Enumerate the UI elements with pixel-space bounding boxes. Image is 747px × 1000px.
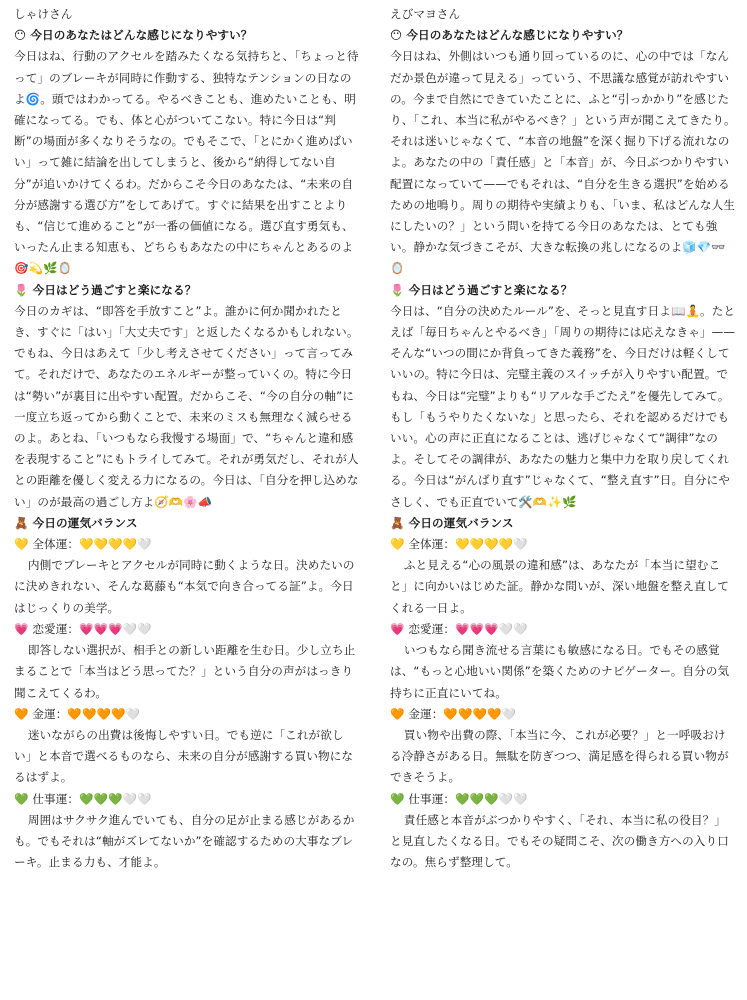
overall-luck-rating: 💛 全体運：💛💛💛💛🤍: [390, 537, 528, 552]
overall-luck-text: ふと見える“心の風景の違和感”は、あなたが「本当に望むこと」に向かいはじめた証。静かな問いが、深い地盤を整え直してくれる一日よ。: [390, 558, 730, 615]
fortune-balance-heading: 🧸 今日の運気バランス: [390, 515, 514, 530]
money-luck-rating: 🧡 金運：🧡🧡🧡🧡🤍: [14, 706, 141, 721]
work-luck-rating: 💚 仕事運：💚💚💚🤍🤍: [390, 791, 528, 806]
question-heading-tips: 🌷 今日はどう過ごすと楽になる？: [14, 282, 197, 297]
money-luck-rating: 🧡 金運：🧡🧡🧡🧡🤍: [390, 706, 517, 721]
mood-paragraph: 今日はね、外側はいつも通り回っているのに、心の中では「なんだか景色が違って見える」っていう、不思議な感覚が訪れやすいの。今まで自然にできていたことに、ふと“引っかかり”を感じたり、「これ、本当に私がやるべき？」という声が聞こえてきたり。それは迷いじゃなくて、“本音の地盤”を深く掘り下げる流れなのよ。あなたの中の「責任感」と「本音」が、今日ぶつかりやすい配置になっていて——でもそれは、“自分を生きる選択”を始めるための地鳴り。周りの期待や実績よりも、「いま、私はどんな人生にしたいの？」という問いを持てる今日のあなたは、とても強い。静かな気づきこそが、大きな転換の兆しになるのよ🧊💎👓🪞: [390, 49, 736, 276]
love-luck-rating: 💗 恋愛運：💗💗💗🤍🤍: [14, 621, 152, 636]
right-column: [390, 4, 736, 873]
tips-paragraph: 今日のカギは、“即答を手放すこと”よ。誰かに何か聞かれたとき、すぐに「はい」「大丈夫です」と返したくなるかもしれない。でもね、今日はあえて「少し考えさせてください」って言ってみて。それだけで、あなたのエネルギーが整っていくの。特に今日は“勢い”が裏目に出やすい配置。だからこそ、“今の自分の軸”に一度立ち返ってから動くことで、未来のミスも無理なく減らせるのよ。あとね、「いつもなら我慢する場面」で、“ちゃんと違和感を表現すること”にもトライしてみて。それが勇気だし、それが人との距離を優しく変える力になるの。今日は、「自分を押し込めない」のが最高の過ごし方よ🧭🫶🌸📣: [14, 303, 359, 509]
question-heading-tips: 🌷 今日はどう過ごすと楽になる？: [390, 282, 573, 297]
love-luck-text: 即答しない選択が、相手との新しい距離を生む日。少し立ち止まることで「本当はどう思ってた？」という自分の声がはっきり聞こえてくるわ。: [14, 643, 356, 700]
work-luck-text: 周囲はサクサク進んでいても、自分の足が止まる感じがあるかも。でもそれは“軸がズレてないか”を確認するための大事なブレーキ。止まる力も、才能よ。: [14, 812, 355, 870]
person-name: しゃけさん: [14, 7, 73, 21]
fortune-balance-heading: 🧸 今日の運気バランス: [14, 515, 138, 530]
question-heading-mood: 😶 今日のあなたはどんな感じになりやすい？: [390, 28, 629, 43]
overall-luck-text: 内側でブレーキとアクセルが同時に動くような日。決めたいのに決めきれない、そんな葛藤も“本気で向き合ってる証”よ。今日はじっくりの美学。: [14, 558, 355, 615]
overall-luck-rating: 💛 全体運：💛💛💛💛🤍: [14, 537, 152, 552]
mood-paragraph: 今日はね、行動のアクセルを踏みたくなる気持ちと、「ちょっと待って」のブレーキが同時に作動する、独特なテンションの日なのよ🌀。頭ではわかってる。やるべきことも、進めたいことも、明確になってる。でも、体と心がついてこない。特に今日は“判断”の場面が多くなりそうなの。でもそこで、「とにかく進めばいい」って雑に結論を出してしまうと、後から“納得してない自分”が追いかけてくるわ。だからこそ今日のあなたは、“未来の自分が感謝する選び方”をしてあげて。すぐに結果を出すことよりも、“信じて進めること”が一番の価値になる。選び直す勇気も、いったん止まる知恵も、どちらもあなたの中にちゃんとあるのよ🎯💫🌿🪞: [14, 49, 359, 276]
left-column: [14, 4, 360, 873]
question-heading-mood: 😶 今日のあなたはどんな感じになりやすい？: [14, 28, 253, 43]
work-luck-text: 責任感と本音がぶつかりやすく、「それ、本当に私の役目？」と見直したくなる日。でもその疑問こそ、次の働き方への入り口なの。焦らず整理して。: [390, 812, 729, 870]
person-name: えびマヨさん: [390, 7, 461, 21]
work-luck-rating: 💚 仕事運：💚💚💚🤍🤍: [14, 791, 152, 806]
money-luck-text: 迷いながらの出費は後悔しやすい日。でも逆に「これが欲しい」と本音で選べるものなら、未来の自分が感謝する買い物になるはずよ。: [14, 727, 354, 785]
money-luck-text: 買い物や出費の際、「本当に今、これが必要？」と一呼吸おける冷静さがある日。無駄を防ぎつつ、満足感を得られる買い物ができそうよ。: [390, 727, 729, 785]
tips-paragraph: 今日は、“自分の決めたルール”を、そっと見直す日よ📖🧘。たとえば「毎日ちゃんとやるべき」「周りの期待には応えなきゃ」——そんな“いつの間にか背負ってきた義務”を、今日だけは軽くしていいの。特に今日は、完璧主義のスイッチが入りやすい配置。でもね、今日は“完璧”よりも“リアルな手ごたえ”を優先してみて。もし「もうやりたくないな」と思ったら、それを認めるだけでもいい。心の声に正直になることは、逃げじゃなくて“調律”なのよ。そしてその調律が、あなたの魅力と集中力を取り戻してくれる。今日は“がんばり直す”じゃなくて、“整え直す”日。自分にやさしく、でも正直でいて🛠️🫶✨🌿: [390, 303, 736, 509]
love-luck-rating: 💗 恋愛運：💗💗💗🤍🤍: [390, 621, 528, 636]
love-luck-text: いつもなら聞き流せる言葉にも敏感になる日。でもその感覚は、“もっと心地いい関係”を築くためのナビゲーター。自分の気持ちに正直にいてね。: [390, 643, 730, 700]
